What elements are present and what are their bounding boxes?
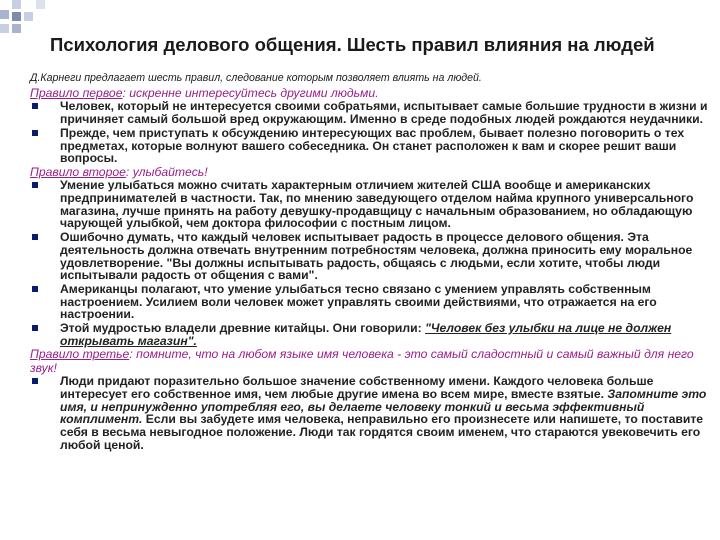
- bullet-text: Этой мудростью владели древние китайцы. Они говорили:: [60, 321, 426, 336]
- bullet-item: [30, 322, 710, 347]
- bullet-square-icon: [32, 182, 38, 188]
- bullet-text: Человек, который не интересуется своими собратьями, испытывает самые большие трудности в жизни и причиняет самый большой вред окружающим. Именно в среде подобных людей рождаются неудачники.: [60, 99, 708, 127]
- bullet-text: Если вы забудете имя человека, неправильно его произнесете или напишете, то поставите себя в весьма невыгодное положение. Люди так гордятся своим именем, что стараются увековечить его любой ценой.: [60, 412, 704, 452]
- bullet-square-icon: [32, 286, 38, 292]
- rule-3-text: : помните, что на любом языке имя человека - это самый сладостный и самый важный для него звук!: [30, 347, 694, 375]
- bullet-text: Ошибочно думать, что каждый человек испытывает радость в процессе делового общения. Эта деятельность должна отвечать внутренним потребностям человека, должна приносить ему моральное удовлетворение. "Вы должны испытывать радость, общаясь с людьми, если хотите, чтобы люди испытывали радость от общения с вами".: [60, 230, 693, 283]
- rule-1-text: : искренне интересуйтесь другими людьми.: [122, 86, 379, 100]
- page-title: Психология делового общения. Шесть правил влияния на людей: [50, 34, 655, 55]
- bullet-square-icon: [32, 103, 38, 109]
- rule-3-label: Правило третье: [30, 347, 130, 362]
- bullet-item: [30, 375, 710, 451]
- bullet-text: Прежде, чем приступать к обсуждению интересующих вас проблем, бывает полезно поговорить о тех предметах, которые волнуют вашего собеседника. Он станет расположен к вам и скорее решит ваши вопросы.: [60, 125, 685, 166]
- rule-2-text: : улыбайтесь!: [125, 164, 208, 179]
- bullet-item: [30, 179, 710, 230]
- bullet-text: Люди придают поразительно большое значение собственному имени. Каждого человека больше интересует его собственное имя, чем любые другие имена во всем мире, вместе взятые.: [60, 374, 654, 401]
- rule-2-label: Правило второе: [30, 164, 126, 179]
- rule-1-label: Правило первое: [30, 86, 123, 100]
- bullet-square-icon: [32, 325, 38, 331]
- bullet-text: Американцы полагают, что умение улыбаться тесно связано с умением управлять собственным настроением. Усилием воли человек может управлять своими действиями, что отражается на его настроении.: [60, 281, 657, 322]
- bullet-item: [30, 100, 710, 125]
- quote-text: "Человек без улыбки на лице не должен открывать магазин".: [60, 321, 672, 348]
- bullet-item: [30, 283, 710, 321]
- bullet-square-icon: [32, 378, 38, 384]
- bullet-square-icon: [32, 234, 38, 240]
- rule-2: [30, 166, 710, 179]
- bullet-item: [30, 231, 710, 282]
- document-body: [30, 72, 710, 453]
- emphasis-text: Запомните это имя, и непринужденно употребляя его, вы делаете человеку тонкий и весьма эффективный комплимент.: [60, 386, 707, 427]
- bullet-square-icon: [32, 130, 38, 136]
- bullet-item: [30, 127, 710, 165]
- rule-1: [30, 87, 710, 100]
- rule-3: [30, 348, 710, 375]
- bullet-text: Умение улыбаться можно считать характерным отличием жителей США вообще и американских предпринимателей в частности. Так, по мнению заведующего отделом найма крупного универсального магазина, лучше принять на работу девушку-продавщицу с начальным образованием, но обладающую чарующей улыбкой, чем доктора философии с постным лицом.: [60, 178, 694, 231]
- intro-text: Д.Карнеги предлагает шесть правил, следование которым позволяет влиять на людей.: [30, 72, 482, 84]
